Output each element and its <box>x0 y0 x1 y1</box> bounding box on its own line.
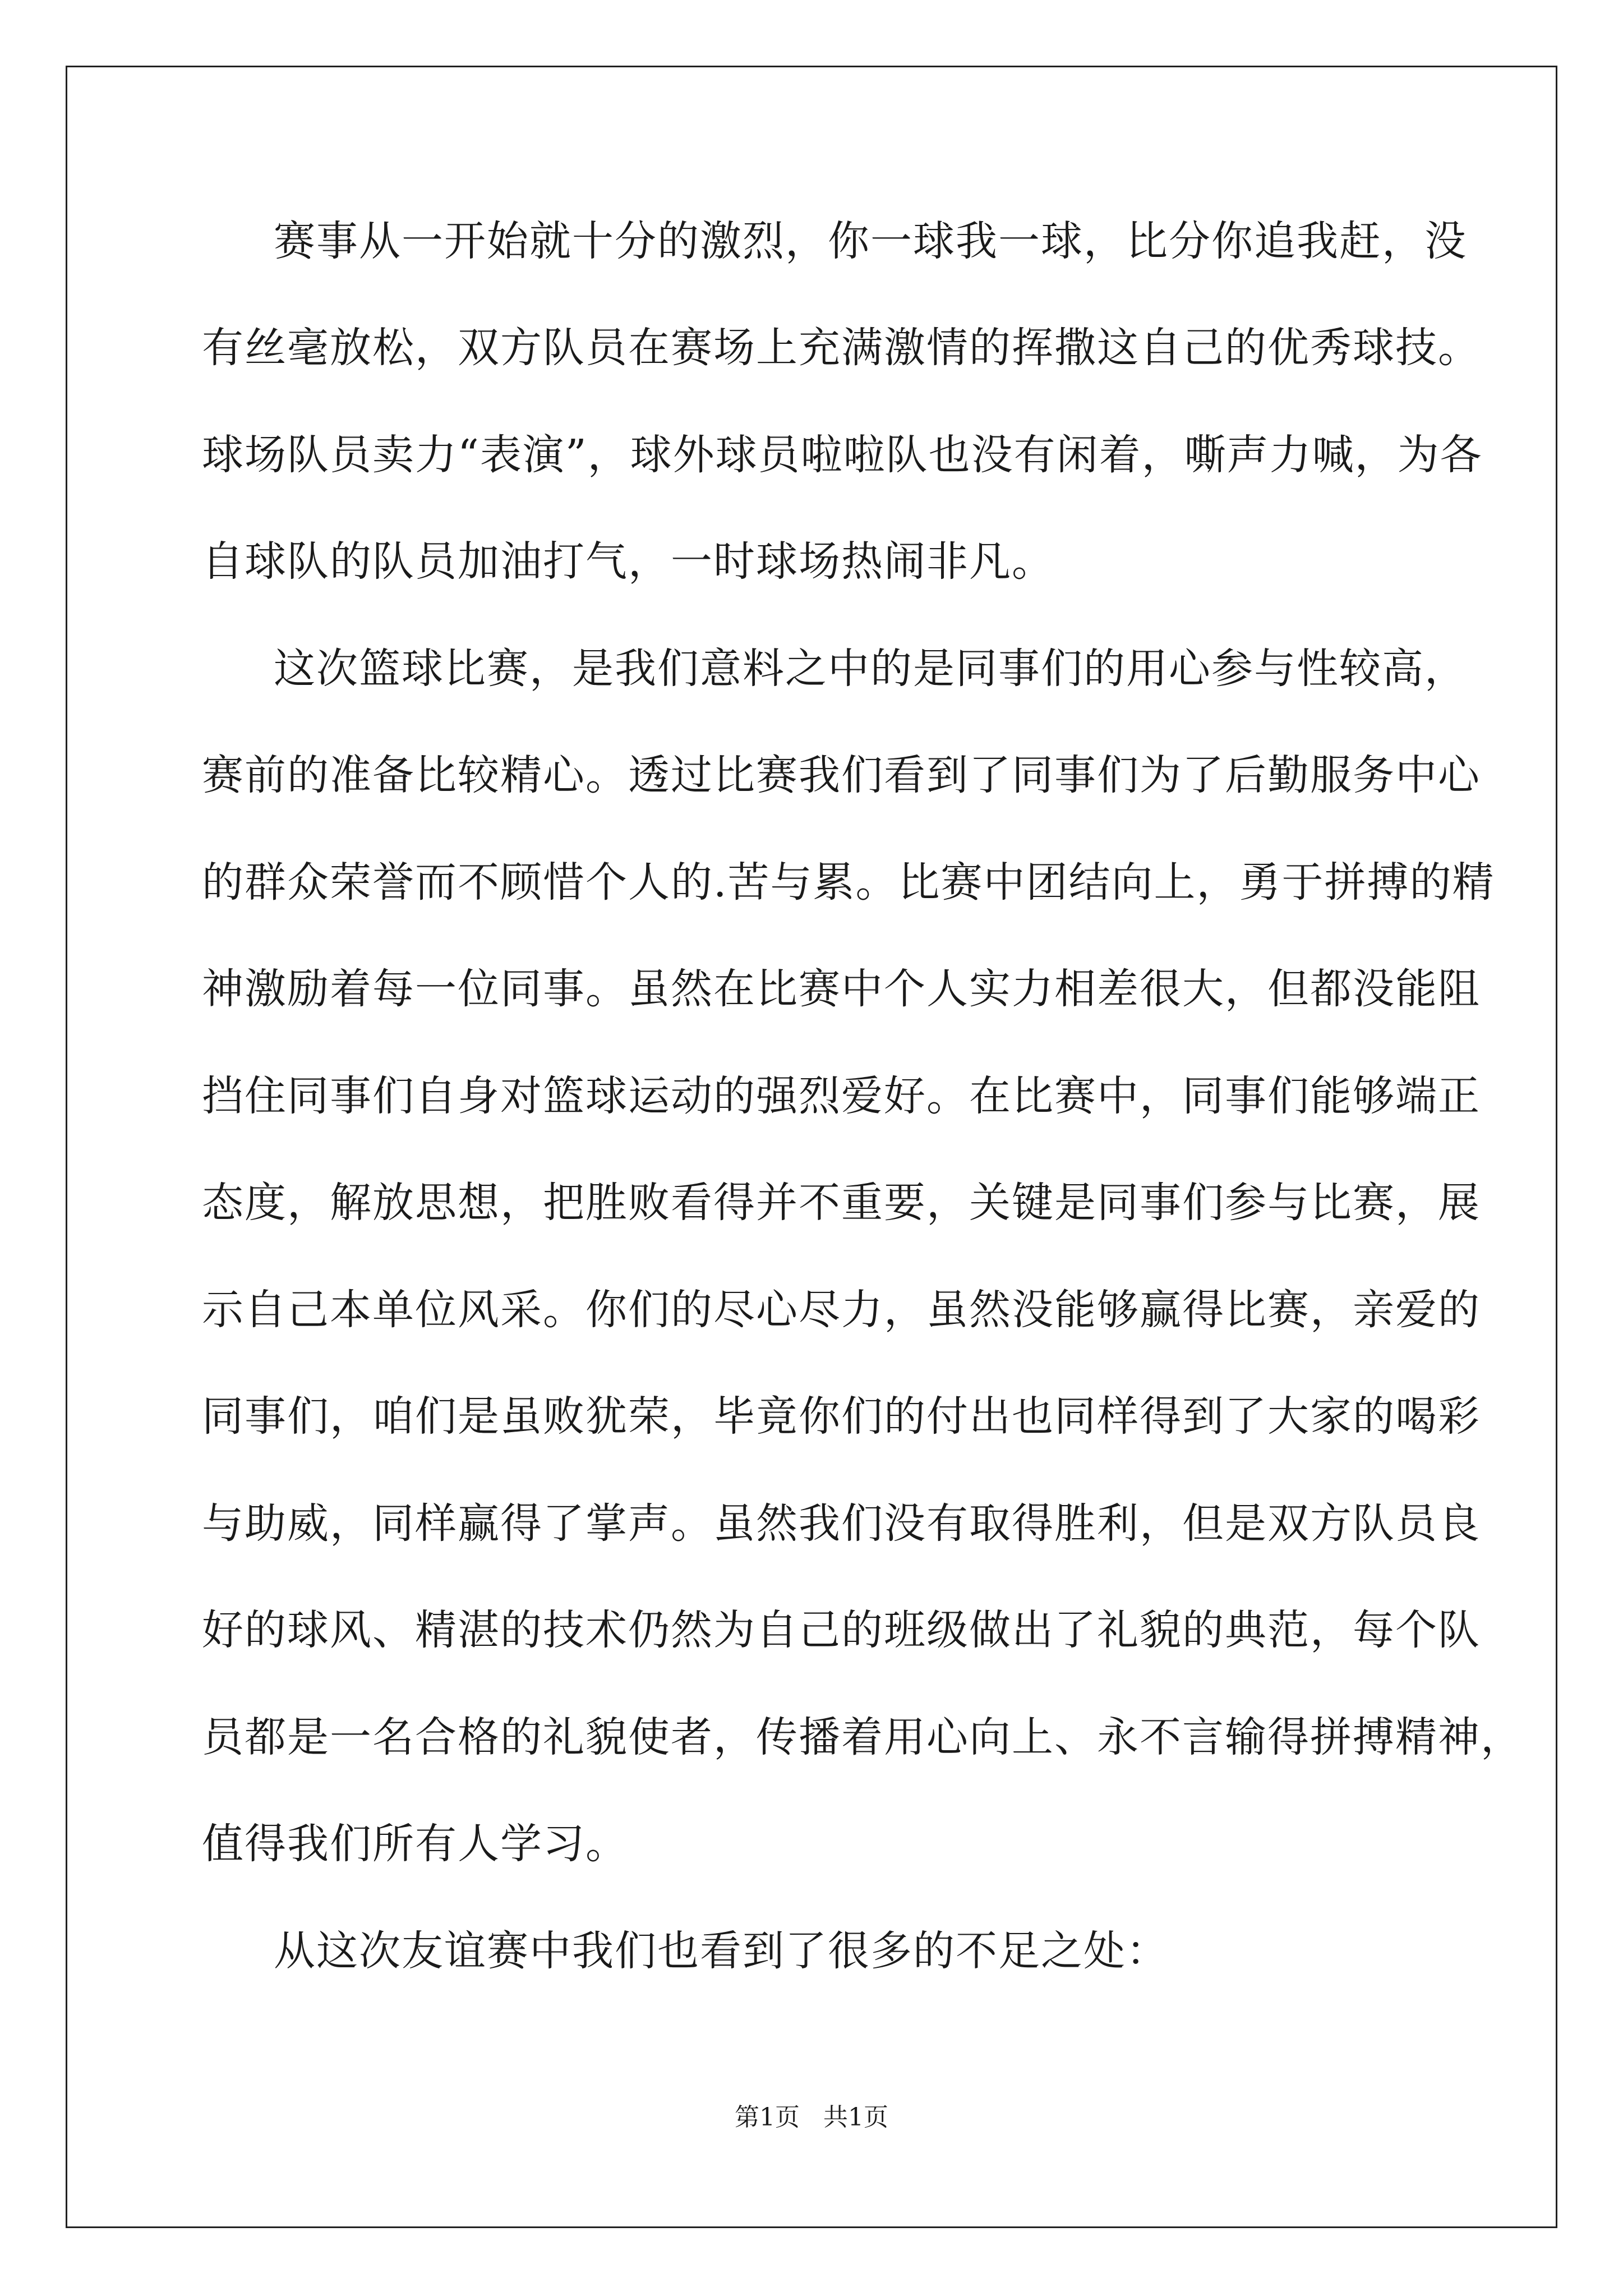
paragraph-line: 这次篮球比赛，是我们意料之中的是同事们的用心参与性较高， <box>274 645 1467 693</box>
paragraph-line: 神激励着每一位同事。虽然在比赛中个人实力相差很大，但都没能阻 <box>202 965 1481 1013</box>
paragraph-line: 员都是一名合格的礼貌使者，传播着用心向上、永不言输得拼搏精神， <box>202 1713 1523 1761</box>
paragraph-line: 有丝毫放松，双方队员在赛场上充满激情的挥撒这自己的优秀球技。 <box>202 324 1481 372</box>
paragraph-line: 从这次友谊赛中我们也看到了很多的不足之处： <box>274 1927 1169 1975</box>
paragraph-line: 球场队员卖力“表演”，球外球员啦啦队也没有闲着，嘶声力喊，为各 <box>202 431 1483 479</box>
paragraph-line: 值得我们所有人学习。 <box>202 1820 628 1868</box>
paragraph-line: 态度，解放思想，把胜败看得并不重要，关键是同事们参与比赛，展 <box>202 1179 1481 1227</box>
paragraph-line: 赛前的准备比较精心。透过比赛我们看到了同事们为了后勤服务中心 <box>202 751 1481 799</box>
page-border <box>66 66 1557 2228</box>
paragraph-line: 与助威，同样赢得了掌声。虽然我们没有取得胜利，但是双方队员良 <box>202 1499 1481 1548</box>
paragraph-line: 同事们，咱们是虽败犹荣，毕竟你们的付出也同样得到了大家的喝彩 <box>202 1392 1481 1441</box>
paragraph-line: 的群众荣誉而不顾惜个人的.苦与累。比赛中团结向上，勇于拼搏的精 <box>202 858 1495 907</box>
paragraph-line: 赛事从一开始就十分的激烈，你一球我一球，比分你追我赶，没 <box>274 217 1467 265</box>
paragraph-line: 自球队的队员加油打气，一时球场热闹非凡。 <box>202 537 1054 586</box>
page-footer: 第1页 共1页 <box>735 2103 888 2132</box>
paragraph-line: 好的球风、精湛的技术仍然为自己的班级做出了礼貌的典范，每个队 <box>202 1606 1481 1654</box>
paragraph-line: 示自己本单位风采。你们的尽心尽力，虽然没能够赢得比赛，亲爱的 <box>202 1286 1481 1334</box>
paragraph-line: 挡住同事们自身对篮球运动的强烈爱好。在比赛中，同事们能够端正 <box>202 1072 1481 1120</box>
